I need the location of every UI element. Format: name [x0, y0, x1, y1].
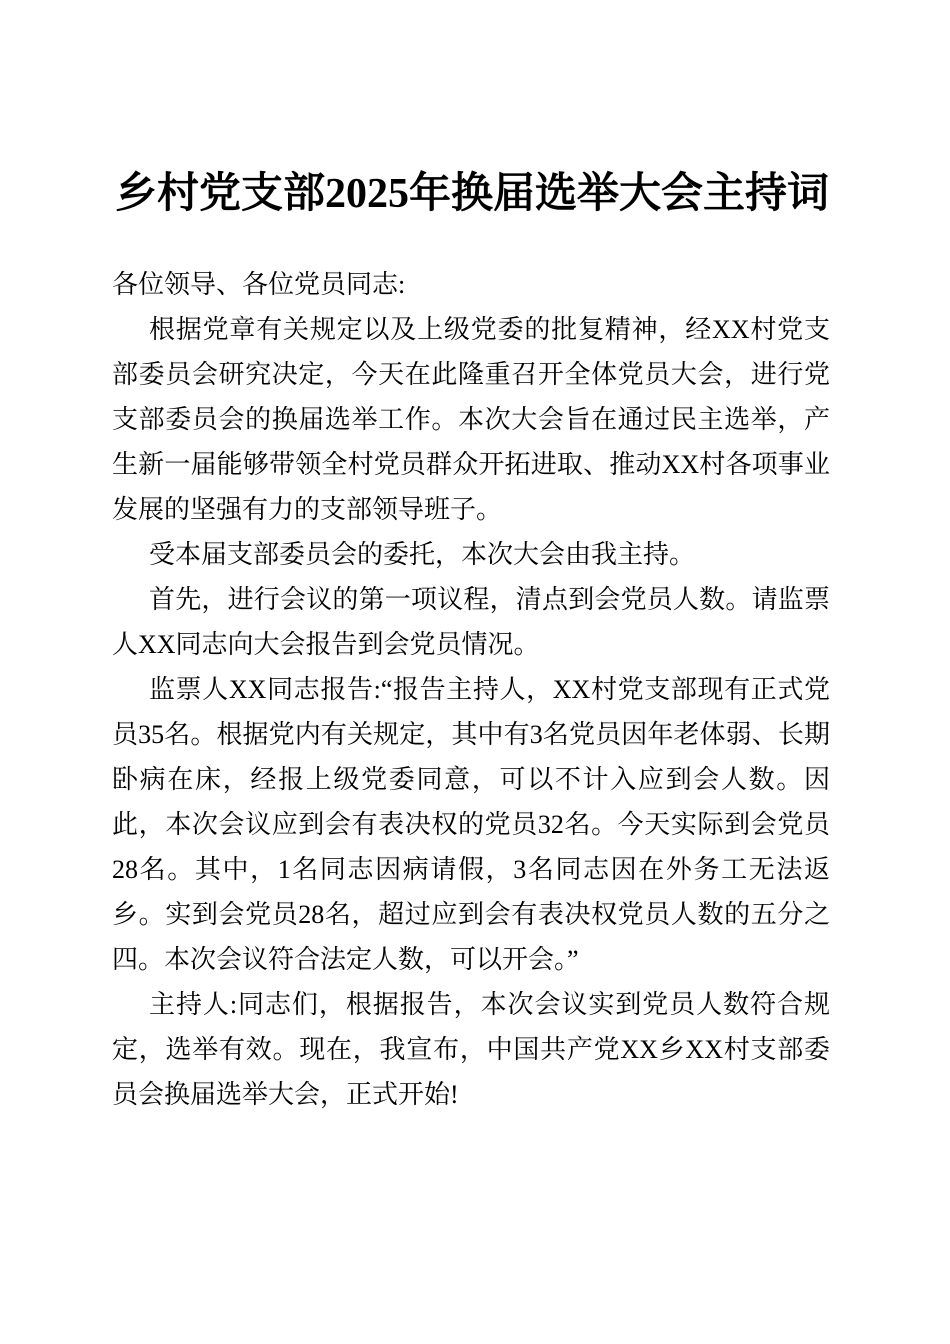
document-paragraph: 监票人XX同志报告:“报告主持人，XX村党支部现有正式党员35名。根据党内有关规定，其中有3名党员因年老体弱、长期卧病在床，经报上级党委同意，可以不计入应到会人数。因此，本次会议应到会有表决权的党员32名。今天实际到会党员28名。其中，1名同志因病请假，3名同志因在外务工无法返乡。实到会党员28名，超过应到会有表决权党员人数的五分之四。本次会议符合法定人数，可以开会。” [112, 675, 830, 974]
document-title: 乡村党支部2025年换届选举大会主持词 [114, 171, 829, 217]
document-paragraph: 首先，进行会议的第一项议程，清点到会党员人数。请监票人XX同志向大会报告到会党员情况。 [112, 585, 830, 659]
document-paragraph: 主持人:同志们，根据报告，本次会议实到党员人数符合规定，选举有效。现在，我宣布，中国共产党XX乡XX村支部委员会换届选举大会，正式开始! [112, 990, 830, 1109]
document-paragraph: 根据党章有关规定以及上级党委的批复精神，经XX村党支部委员会研究决定，今天在此隆重召开全体党员大会，进行党支部委员会的换届选举工作。本次大会旨在通过民主选举，产生新一届能够带领全村党员群众开拓进取、推动XX村各项事业发展的坚强有力的支部领导班子。 [112, 315, 830, 524]
document-paragraph: 各位领导、各位党员同志: [112, 270, 406, 299]
document-paragraph: 受本届支部委员会的委托，本次大会由我主持。 [149, 540, 696, 569]
document-body [112, 262, 830, 1117]
